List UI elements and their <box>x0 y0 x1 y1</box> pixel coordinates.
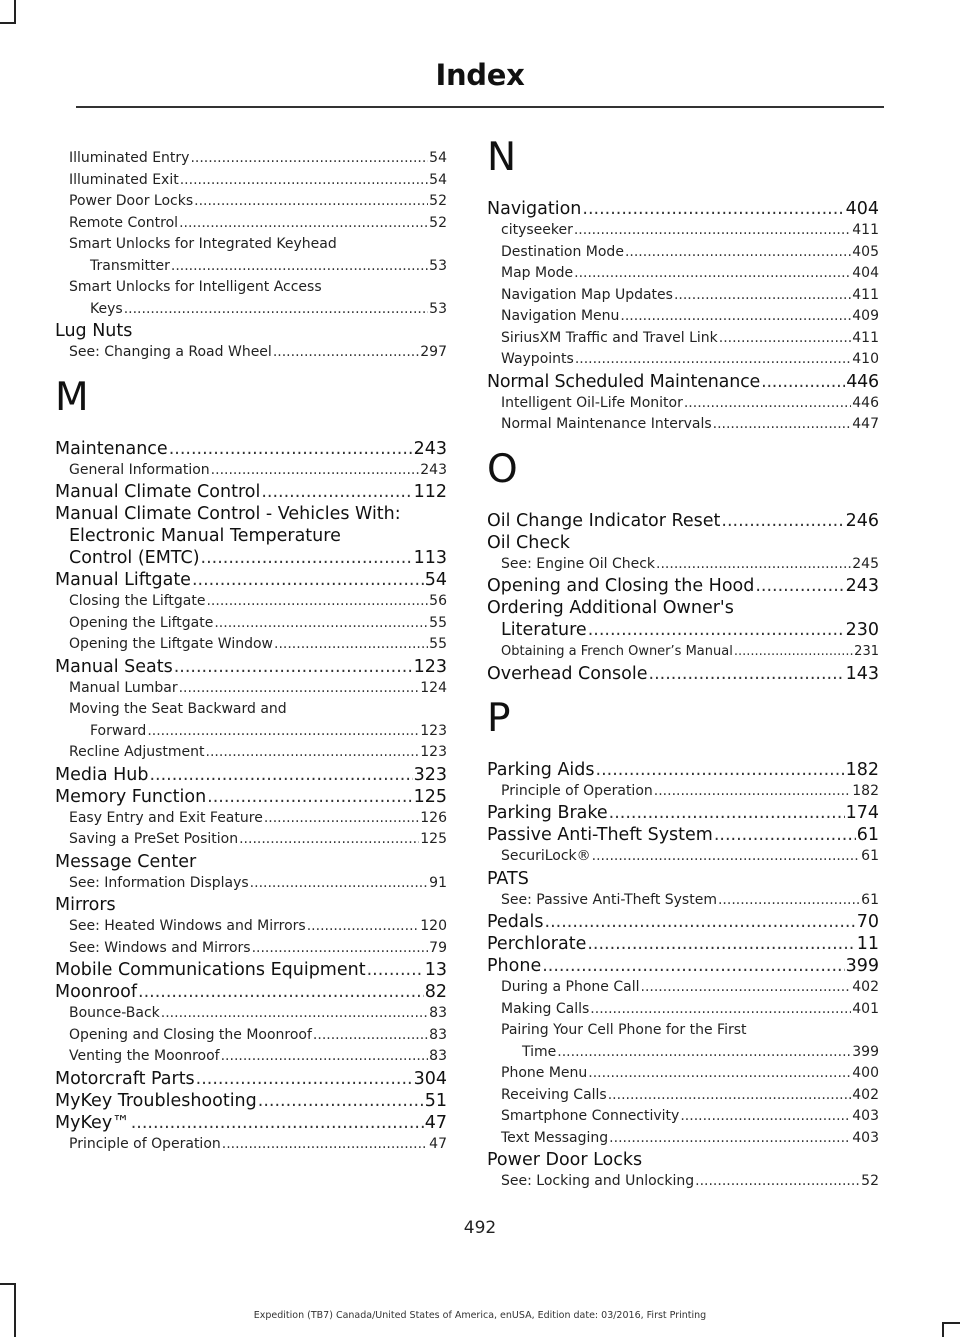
index-entry[interactable]: Remote Control ..... 52 <box>55 213 447 235</box>
index-heading: Mirrors <box>55 895 116 915</box>
index-entry[interactable]: Navigation Menu ..... 409 <box>487 306 879 328</box>
index-entry[interactable]: Making Calls ..... 401 <box>487 999 879 1021</box>
crop-mark <box>0 1283 16 1285</box>
index-see-entry[interactable]: See: Changing a Road Wheel ..... 297 <box>55 342 447 364</box>
index-entry[interactable]: Manual Seats ..... 123 <box>55 656 447 678</box>
index-entry[interactable]: MyKey™ ..... 47 <box>55 1112 447 1134</box>
index-entry[interactable]: Smart Unlocks for Integrated Keyhead Transmitter ..... 53 <box>55 234 447 277</box>
index-entry[interactable]: Mobile Communications Equipment ..... 13 <box>55 959 447 981</box>
index-entry[interactable]: Map Mode ..... 404 <box>487 263 879 285</box>
index-entry[interactable]: Manual Climate Control ..... 112 <box>55 481 447 503</box>
index-see-entry[interactable]: See: Windows and Mirrors ..... 79 <box>55 938 447 960</box>
index-entry[interactable]: Saving a PreSet Position ..... 125 <box>55 829 447 851</box>
index-heading: PATS <box>487 868 529 889</box>
section-letter: O <box>487 446 518 492</box>
index-entry[interactable]: Opening and Closing the Hood ..... 243 <box>487 575 879 597</box>
index-see-entry[interactable]: See: Heated Windows and Mirrors ..... 120 <box>55 916 447 938</box>
index-entry[interactable]: Parking Aids ..... 182 <box>487 759 879 781</box>
index-see-entry[interactable]: See: Information Displays ..... 91 <box>55 873 447 895</box>
index-entry[interactable]: Manual Climate Control - Vehicles With: Electronic Manual Temperature Control (EMTC) ..... 113 <box>55 503 447 569</box>
index-entry[interactable]: cityseeker ..... 411 <box>487 220 879 242</box>
index-entry[interactable]: Opening and Closing the Moonroof ..... 83 <box>55 1025 447 1047</box>
index-entry[interactable]: SecuriLock® ..... 61 <box>487 846 879 868</box>
index-column-right <box>487 130 879 1193</box>
index-heading: Lug Nuts <box>55 321 133 341</box>
index-entry[interactable]: Intelligent Oil-Life Monitor ..... 446 <box>487 393 879 415</box>
index-entry[interactable]: Pairing Your Cell Phone for the First Time ..... 399 <box>487 1020 879 1063</box>
index-entry[interactable]: Smart Unlocks for Intelligent Access Keys ..... 53 <box>55 277 447 320</box>
index-entry[interactable]: Maintenance ..... 243 <box>55 438 447 460</box>
index-entry[interactable]: Normal Maintenance Intervals ..... 447 <box>487 414 879 436</box>
index-entry[interactable]: Waypoints ..... 410 <box>487 349 879 371</box>
index-entry[interactable]: Phone ..... 399 <box>487 955 879 977</box>
index-entry[interactable]: General Information ..... 243 <box>55 460 447 482</box>
index-entry[interactable]: Passive Anti-Theft System ..... 61 <box>487 824 879 846</box>
index-entry[interactable]: Manual Lumbar ..... 124 <box>55 678 447 700</box>
index-entry[interactable]: Illuminated Entry ..... 54 <box>55 148 447 170</box>
index-entry[interactable]: Text Messaging ..... 403 <box>487 1128 879 1150</box>
index-see-entry[interactable]: See: Engine Oil Check ..... 245 <box>487 554 879 576</box>
index-entry[interactable]: Moonroof ..... 82 <box>55 981 447 1003</box>
index-entry[interactable]: Illuminated Exit ..... 54 <box>55 170 447 192</box>
index-entry[interactable]: Closing the Liftgate ..... 56 <box>55 591 447 613</box>
crop-mark <box>14 0 16 22</box>
index-entry[interactable]: Smartphone Connectivity ..... 403 <box>487 1106 879 1128</box>
index-entry[interactable]: SiriusXM Traffic and Travel Link ..... 411 <box>487 328 879 350</box>
crop-mark <box>0 22 16 24</box>
section-letter: N <box>487 135 517 180</box>
index-entry[interactable]: MyKey Troubleshooting ..... 51 <box>55 1090 447 1112</box>
index-entry[interactable]: Opening the Liftgate Window ..... 55 <box>55 634 447 656</box>
index-entry[interactable]: Power Door Locks ..... 52 <box>55 191 447 213</box>
section-letter: M <box>55 374 89 420</box>
index-see-entry[interactable]: See: Locking and Unlocking ..... 52 <box>487 1171 879 1193</box>
index-entry[interactable]: Receiving Calls ..... 402 <box>487 1085 879 1107</box>
index-entry[interactable]: Memory Function ..... 125 <box>55 786 447 808</box>
index-entry[interactable]: Manual Liftgate ..... 54 <box>55 569 447 591</box>
crop-mark <box>944 1322 960 1324</box>
index-entry[interactable]: Bounce-Back ..... 83 <box>55 1003 447 1025</box>
index-entry[interactable]: During a Phone Call ..... 402 <box>487 977 879 999</box>
index-see-entry[interactable]: See: Passive Anti-Theft System ..... 61 <box>487 890 879 912</box>
header-rule <box>76 106 884 108</box>
index-entry[interactable]: Venting the Moonroof ..... 83 <box>55 1046 447 1068</box>
index-entry[interactable]: Overhead Console ..... 143 <box>487 663 879 685</box>
crop-mark <box>942 1322 944 1337</box>
index-entry[interactable]: Navigation ..... 404 <box>487 198 879 220</box>
index-heading: Power Door Locks <box>487 1150 643 1170</box>
index-entry[interactable]: Obtaining a French Owner’s Manual ..... 231 <box>487 641 879 663</box>
index-entry[interactable]: Moving the Seat Backward and Forward ..... 123 <box>55 699 447 742</box>
index-entry[interactable]: Opening the Liftgate ..... 55 <box>55 613 447 635</box>
index-entry[interactable]: Navigation Map Updates ..... 411 <box>487 285 879 307</box>
index-entry[interactable]: Perchlorate ..... 11 <box>487 933 879 955</box>
index-entry[interactable]: Principle of Operation ..... 47 <box>55 1134 447 1156</box>
index-entry[interactable]: Normal Scheduled Maintenance ..... 446 <box>487 371 879 393</box>
section-letter: P <box>487 695 511 741</box>
index-heading: Oil Check <box>487 532 570 553</box>
index-column-left <box>55 148 447 1155</box>
index-entry[interactable]: Destination Mode ..... 405 <box>487 242 879 264</box>
index-entry[interactable]: Motorcraft Parts ..... 304 <box>55 1068 447 1090</box>
page-number: 492 <box>463 1218 497 1238</box>
index-entry[interactable]: Phone Menu ..... 400 <box>487 1063 879 1085</box>
index-entry[interactable]: Parking Brake ..... 174 <box>487 802 879 824</box>
index-entry[interactable]: Pedals ..... 70 <box>487 911 879 933</box>
index-entry[interactable]: Ordering Additional Owner's Literature ..... 230 <box>487 597 879 641</box>
page-title: Index <box>435 58 525 92</box>
index-heading: Message Center <box>55 851 197 872</box>
index-entry[interactable]: Easy Entry and Exit Feature ..... 126 <box>55 808 447 830</box>
index-entry[interactable]: Media Hub ..... 323 <box>55 764 447 786</box>
index-entry[interactable]: Oil Change Indicator Reset ..... 246 <box>487 510 879 532</box>
footer-edition-info: Expedition (TB7) Canada/United States of America, enUSA, Edition date: 03/2016, First Printing <box>253 1310 707 1321</box>
index-entry[interactable]: Recline Adjustment ..... 123 <box>55 742 447 764</box>
index-entry[interactable]: Principle of Operation ..... 182 <box>487 781 879 803</box>
